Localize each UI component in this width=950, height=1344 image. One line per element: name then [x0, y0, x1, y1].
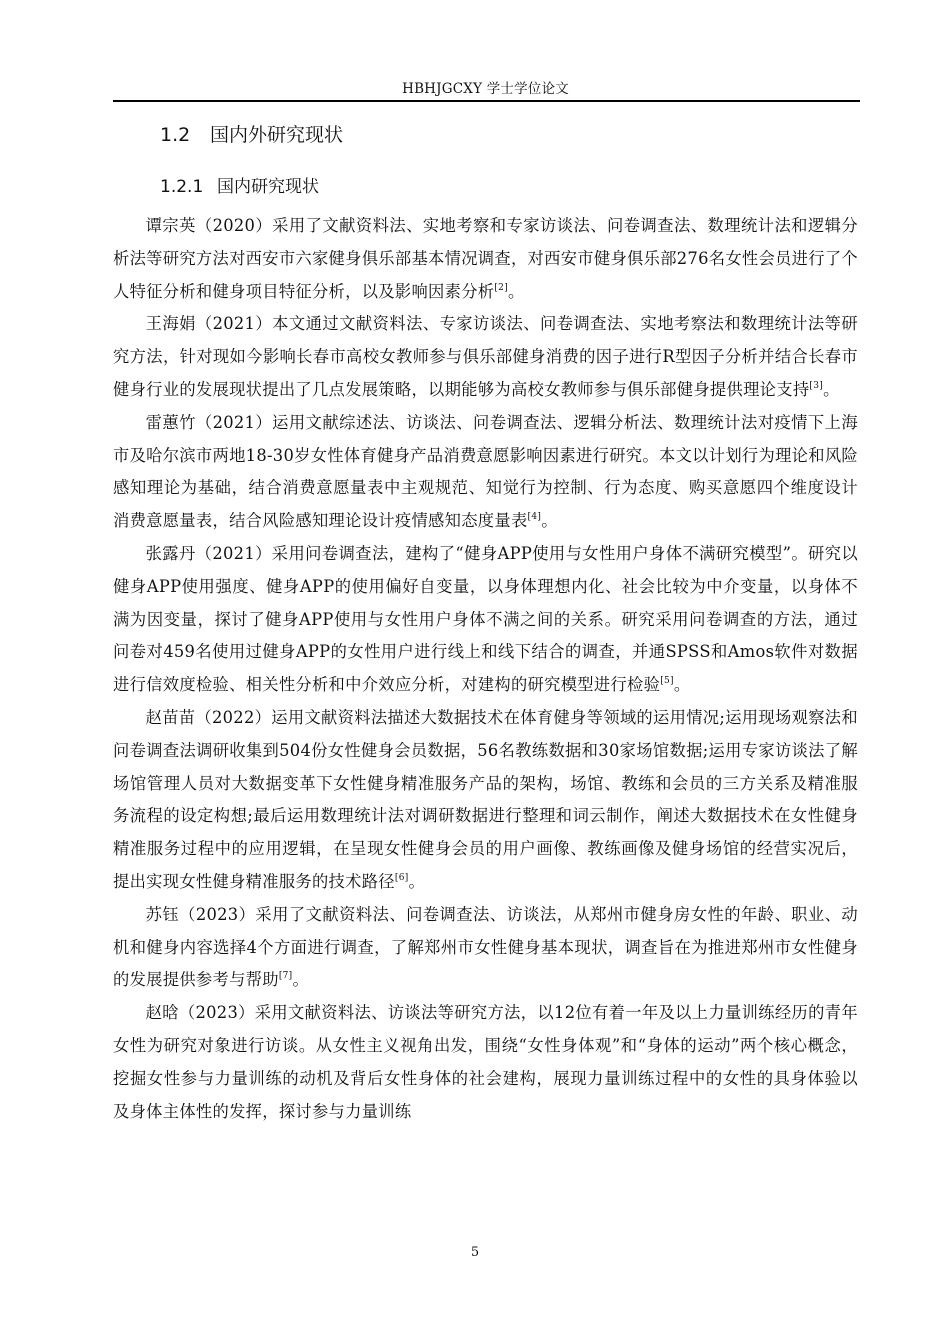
paragraph-text: 赵苗苗（2022）运用文献资料法描述大数据技术在体育健身等领域的运用情况;运用现场观察法和问卷调查法调研收集到504份女性健身会员数据，56名教练数据和30家场馆数据;运用专家访谈法了解场馆管理人员对大数据变革下女性健身精准服务产品的架构，场馆、教练和会员的三方关系及精准服务流程的设定构想;最后运用数理统计法对调研数据进行整理和词云制作，阐述大数据技术在女性健身精准服务过程中的应用逻辑，在呈现女性健身会员的用户画像、教练画像及健身场馆的经营实况后，提出实现女性健身精准服务的技术路径	[113, 707, 858, 891]
subsection-number: 1.2.1	[160, 177, 204, 197]
paragraph	[113, 899, 858, 997]
paragraph-end: 。	[292, 970, 310, 990]
paragraph-text: 张露丹（2021）采用问卷调查法，建构了“健身APP使用与女性用户身体不满研究模型”。研究以健身APP使用强度、健身APP的使用偏好自变量，以身体理想内化、社会比较为中介变量，以身体不满为因变量，探讨了健身APP使用与女性用户身体不满之间的关系。研究采用问卷调查的方法，通过问卷对459名使用过健身APP的女性用户进行线上和线下结合的调查，并通SPSS和Amos软件对数据进行信效度检验、相关性分析和中介效应分析，对建构的研究模型进行检验	[113, 543, 858, 695]
paragraph-text: 赵晗（2023）采用文献资料法、访谈法等研究方法，以12位有着一年及以上力量训练经历的青年女性为研究对象进行访谈。从女性主义视角出发，围绕“女性身体观”和“身体的运动”两个核心概念，挖掘女性参与力量训练的动机及背后女性身体的社会建构，展现力量训练过程中的女性的具身体验以及身体主体性的发挥，探讨参与力量训练	[113, 1003, 858, 1121]
citation-ref: [7]	[278, 971, 293, 982]
paragraph-end: 。	[673, 675, 691, 695]
paragraph-end: 。	[541, 511, 558, 531]
body-text	[113, 210, 858, 1128]
citation-ref: [5]	[660, 676, 674, 687]
paragraph	[113, 702, 858, 899]
citation-ref: [3]	[809, 380, 824, 391]
page-number: 5	[470, 1245, 480, 1260]
subsection-heading	[160, 172, 319, 197]
paragraph-text: 王海娟（2021）本文通过文献资料法、专家访谈法、问卷调查法、实地考察法和数理统计法等研究方法，针对现如今影响长春市高校女教师参与俱乐部健身消费的因子进行R型因子分析并结合长春市健身行业的发展现状提出了几点发展策略，以期能够为高校女教师参与俱乐部健身提供理论支持	[113, 314, 858, 399]
paragraph	[113, 308, 858, 406]
paragraph-end: 。	[823, 379, 840, 399]
paragraph-text: 谭宗英（2020）采用了文献资料法、实地考察和专家访谈法、问卷调查法、数理统计法和逻辑分析法等研究方法对西安市六家健身俱乐部基本情况调查，对西安市健身俱乐部276名女性会员进行了个人特征分析和健身项目特征分析，以及影响因素分析	[113, 216, 858, 301]
section-heading	[160, 120, 343, 147]
section-number: 1.2	[160, 124, 191, 146]
citation-ref: [2]	[494, 282, 509, 293]
paragraph-text: 雷蕙竹（2021）运用文献综述法、访谈法、问卷调查法、逻辑分析法、数理统计法对疫情下上海市及哈尔滨市两地18-30岁女性体育健身产品消费意愿影响因素进行研究。本文以计划行为理论和风险感知理论为基础，结合消费意愿量表中主观规范、知觉行为控制、行为态度、购买意愿四个维度设计消费意愿量表，结合风险感知理论设计疫情感知态度量表	[113, 412, 858, 531]
paragraph-text: 苏钰（2023）采用了文献资料法、问卷调查法、访谈法，从郑州市健身房女性的年龄、职业、动机和健身内容选择4个方面进行调查，了解郑州市女性健身基本现状，调查旨在为推进郑州市女性健身的发展提供参考与帮助	[113, 904, 858, 990]
paragraph	[113, 997, 858, 1128]
paragraph-end: 。	[508, 281, 525, 301]
paragraph	[113, 210, 858, 308]
citation-ref: [6]	[394, 872, 409, 883]
citation-ref: [4]	[527, 512, 542, 523]
section-title: 国内外研究现状	[210, 124, 344, 146]
paragraph	[113, 407, 858, 538]
running-header: HBHJGCXY 学士学位论文	[402, 81, 569, 97]
subsection-title: 国内研究现状	[217, 177, 319, 197]
paragraph	[113, 538, 858, 702]
header-rule	[113, 100, 860, 102]
paragraph-end: 。	[408, 871, 426, 891]
